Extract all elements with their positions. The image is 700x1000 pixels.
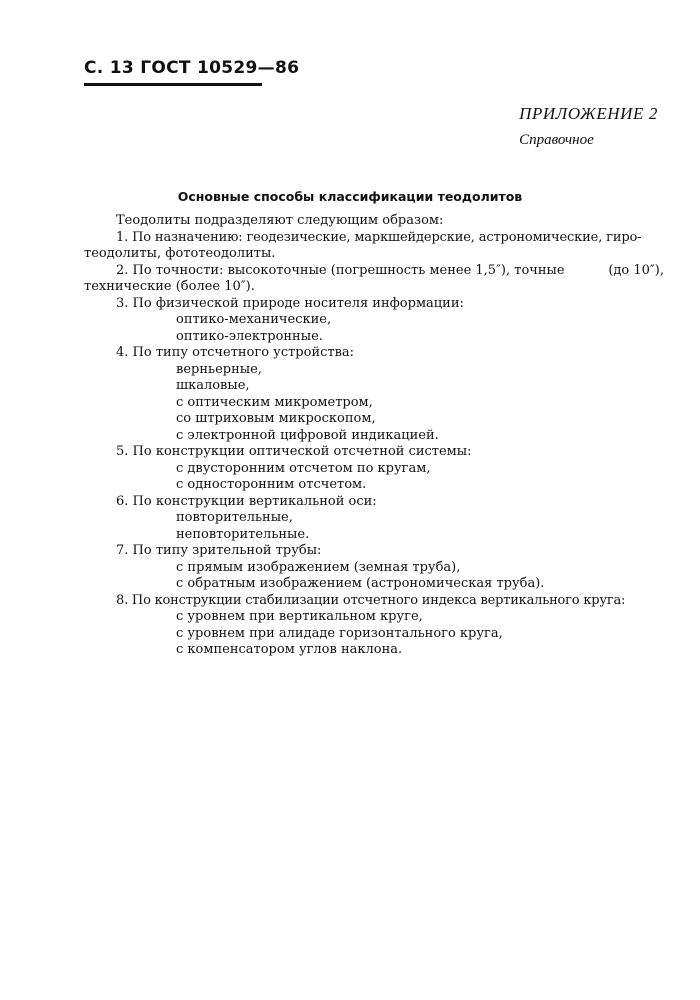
header-rule — [84, 83, 262, 86]
item-7-sub: с обратным изображением (астрономическая труба). — [176, 576, 545, 591]
item-5-heading: 5. По конструкции оптической отсчетной системы: — [116, 444, 472, 459]
item-2-line-2: технические (более 10″). — [84, 279, 255, 294]
item-2-text-b: (до 10″), — [608, 262, 664, 278]
item-1-line-2: теодолиты, фототеодолиты. — [84, 246, 276, 261]
item-4-sub: верньерные, — [176, 361, 262, 377]
item-2-line-1 — [84, 263, 664, 280]
item-6-sub: повторительные, — [176, 510, 293, 525]
item-7-heading: 7. По типу зрительной трубы: — [116, 543, 322, 558]
item-8-sub: с уровнем при вертикальном круге, — [176, 609, 423, 624]
item-4-sub: со штриховым микроскопом, — [176, 411, 376, 426]
item-5-sub: с односторонним отсчетом. — [176, 477, 367, 492]
item-3-heading: 3. По физической природе носителя информации: — [116, 295, 464, 311]
appendix-label — [519, 104, 658, 149]
item-4-heading: 4. По типу отсчетного устройства: — [116, 345, 355, 360]
item-4-sub: с электронной цифровой индикацией. — [176, 427, 439, 443]
item-4-sub: шкаловые, — [176, 378, 250, 393]
item-3-sub: оптико-электронные. — [176, 328, 323, 344]
classification-list — [84, 213, 664, 659]
appendix-title: ПРИЛОЖЕНИЕ 2 — [519, 104, 658, 123]
item-1-line-1: 1. По назначению: геодезические, маркшейдерские, астрономические, гиро- — [116, 229, 642, 245]
item-3-sub: оптико-механические, — [176, 312, 332, 327]
page-header: С. 13 ГОСТ 10529—86 — [84, 58, 300, 78]
item-4-sub: с оптическим микрометром, — [176, 394, 373, 410]
item-5-sub: с двусторонним отсчетом по кругам, — [176, 460, 431, 476]
item-8-heading: 8. По конструкции стабилизации отсчетного индекса вертикального круга: — [116, 592, 626, 608]
item-6-heading: 6. По конструкции вертикальной оси: — [116, 493, 377, 509]
section-title: Основные способы классификации теодолитов — [177, 189, 523, 204]
item-8-sub: с уровнем при алидаде горизонтального круга, — [176, 625, 503, 641]
item-2-text-a: 2. По точности: высокоточные (погрешность менее 1,5″), точные — [116, 262, 565, 278]
item-8-sub: с компенсатором углов наклона. — [176, 642, 403, 657]
appendix-subtitle: Справочное — [519, 132, 594, 148]
item-6-sub: неповторительные. — [176, 526, 310, 542]
intro-line: Теодолиты подразделяют следующим образом: — [116, 213, 444, 228]
item-7-sub: с прямым изображением (земная труба), — [176, 559, 461, 575]
